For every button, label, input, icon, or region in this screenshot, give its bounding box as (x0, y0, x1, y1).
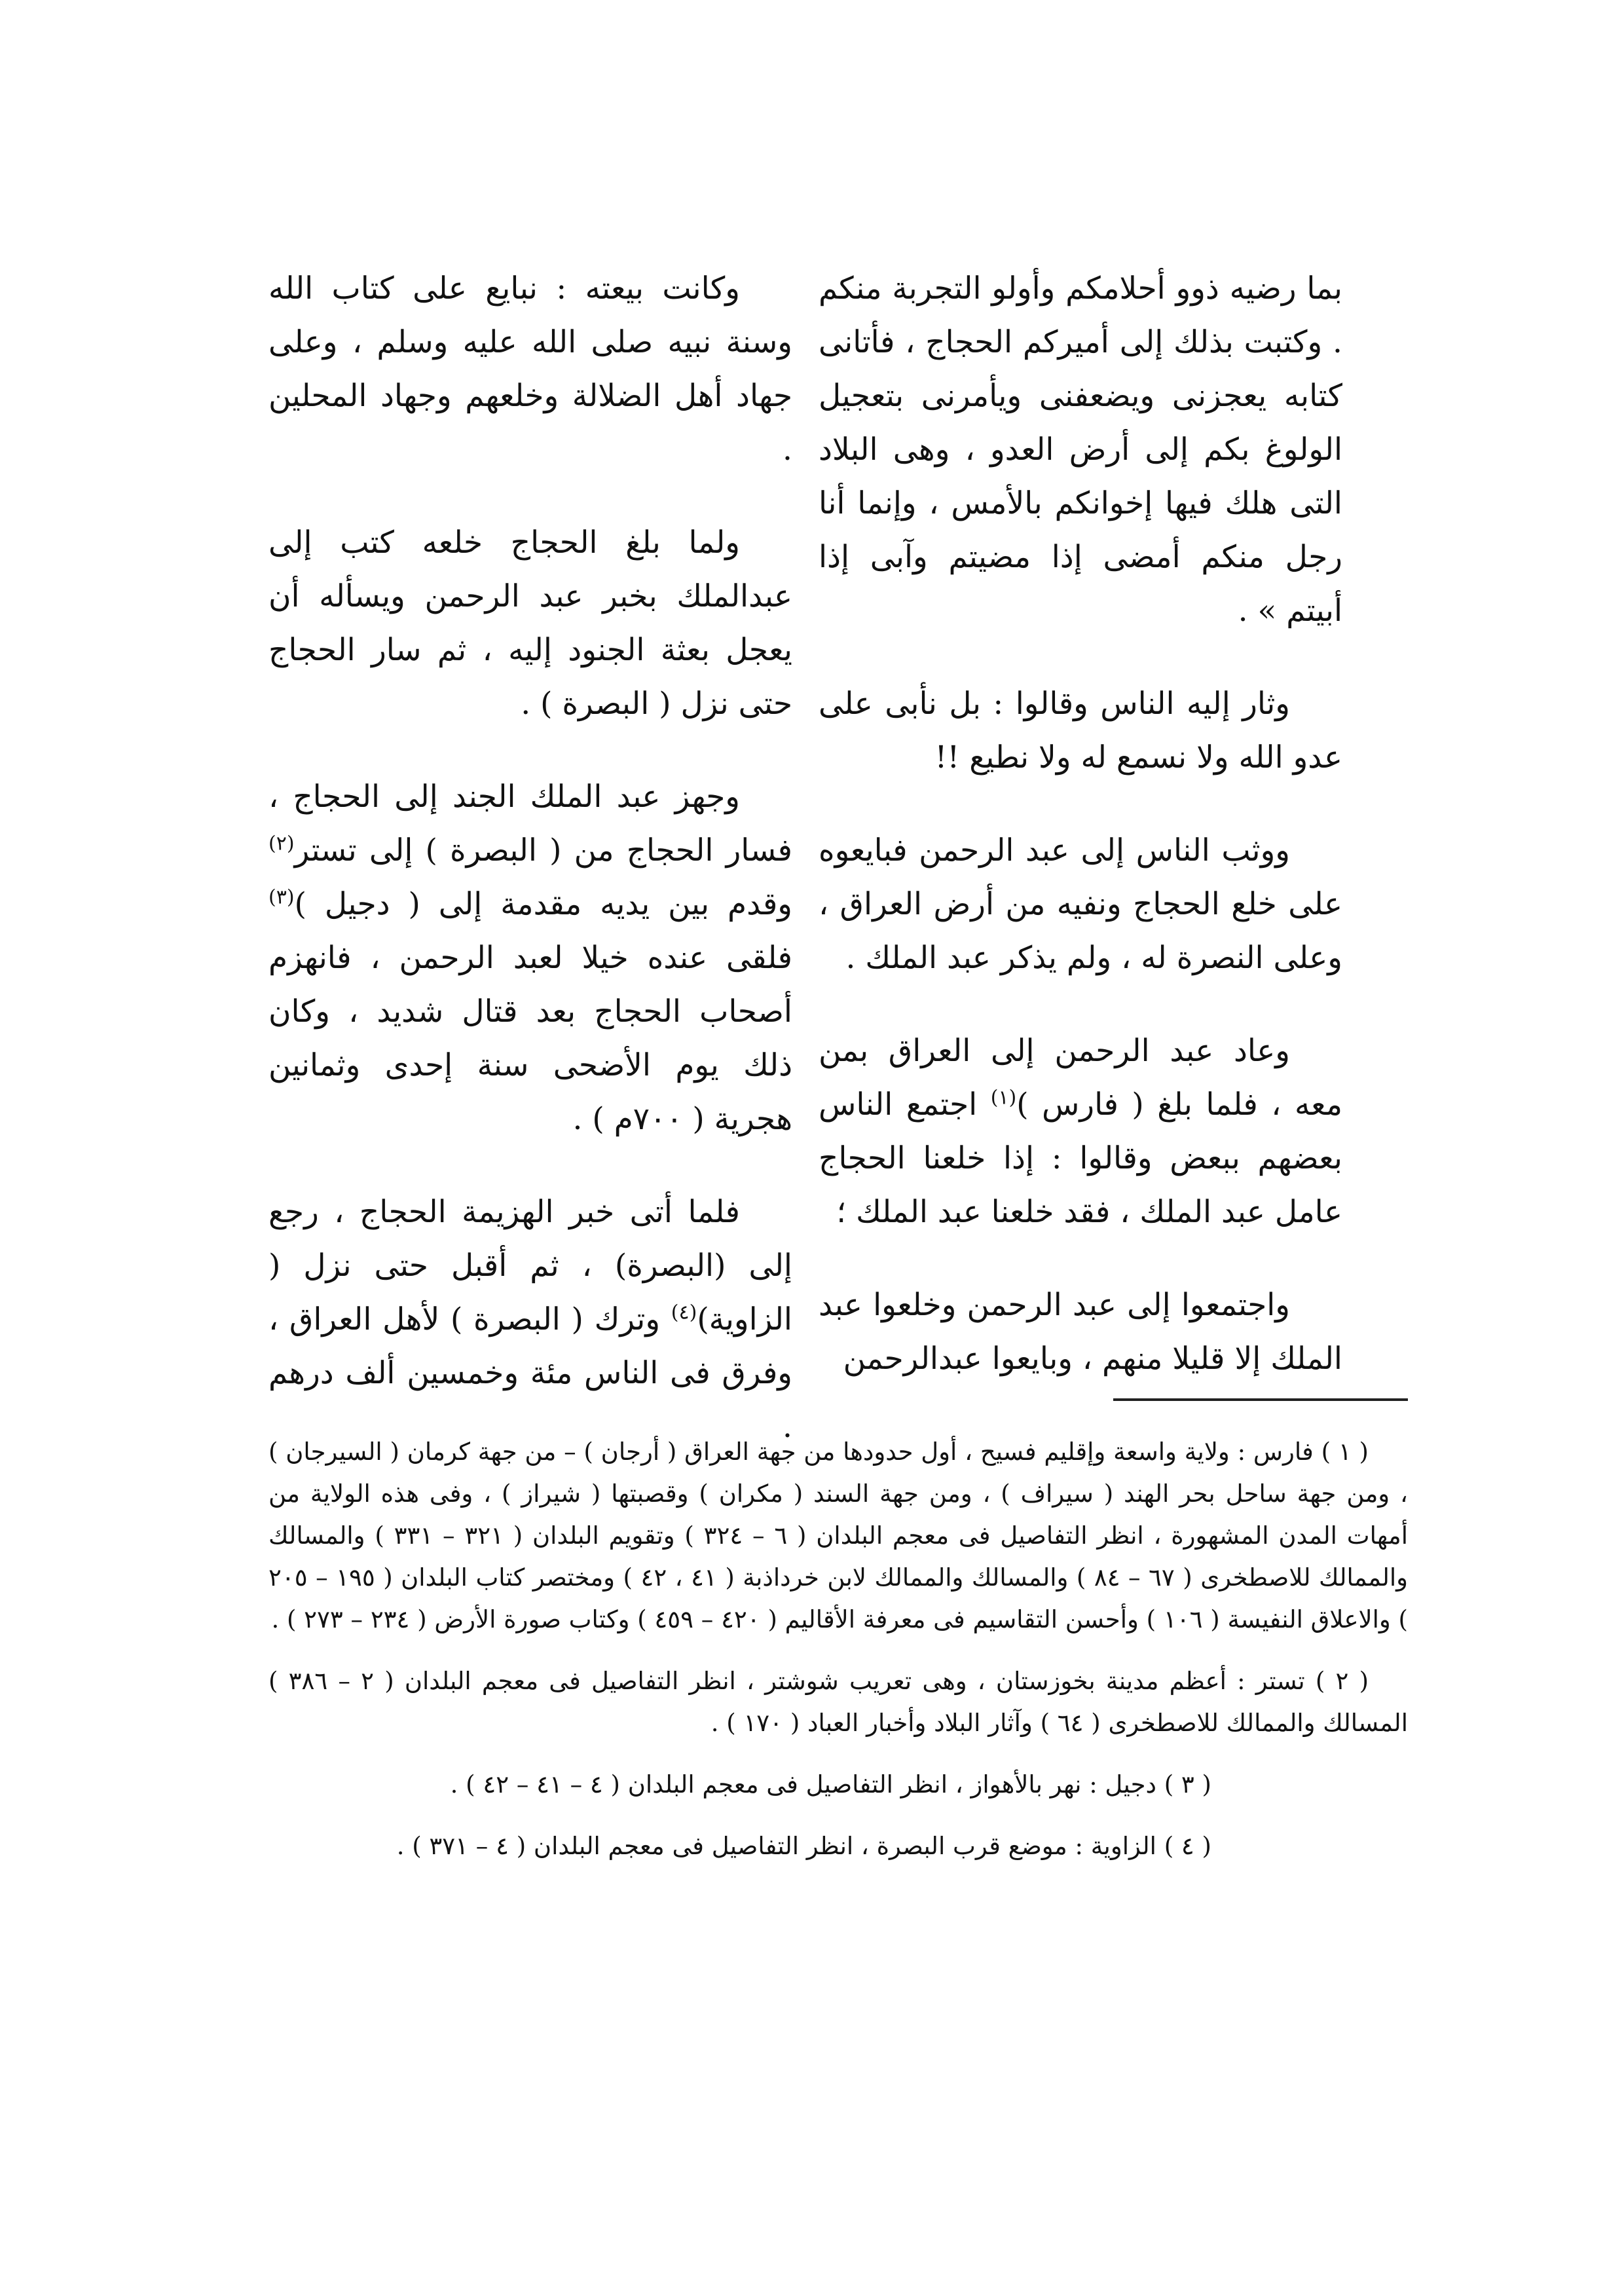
footnote-ref-1: (١) (990, 1086, 1017, 1110)
paragraph: واجتمعوا إلى عبد الرحمن وخلعوا عبد الملك إلا قليلا منهم ، وبايعوا عبدالرحمن (819, 1287, 1342, 1377)
footnote-ref-2: (٢) (268, 832, 295, 855)
paragraph-text: وقدم بين يديه مقدمة إلى ( دجيل ) (294, 886, 792, 922)
paragraph-text: وجهز عبد الملك الجند إلى الحجاج ، فسار الحجاج من ( البصرة ) إلى تستر (268, 779, 792, 868)
paragraph (268, 1185, 792, 1454)
footnote-3: ( ٣ ) دجيل : نهر بالأهواز ، انظر التفاصيل فى معجم البلدان ( ٤ – ٤١ – ٤٢ ) . (450, 1770, 1211, 1799)
footnote-2: ( ٢ ) تستر : أعظم مدينة بخوزستان ، وهى تعريب شوشتر ، انظر التفاصيل فى معجم البلدان ( ٢ – ٣٨٦ ) المسالك والممالك للاصطخرى ( ٦٤ ) وآثار البلاد وأخبار العباد ( ١٧٠ ) . (268, 1667, 1408, 1737)
paragraph-text: اجتمع الناس بعضهم ببعض وقالوا : إذا خلعنا الحجاج عامل عبد الملك ، فقد خلعنا عبد الملك ؛ (819, 1087, 1342, 1230)
paragraph: بما رضيه ذوو أحلامكم وأولو التجربة منكم . وكتبت بذلك إلى أميركم الحجاج ، فأتانى كتابه يعجزنى ويضعفنى ويأمرنى بتعجيل الولوغ بكم إلى أرض العدو ، وهى البلاد التى هلك فيها إخوانكم بالأمس ، وإنما أنا رجل منكم أمضى إذا مضيتم وآبى إذا أبيتم » . (819, 271, 1342, 629)
footnote-separator (1113, 1398, 1408, 1401)
right-column (819, 262, 1342, 1425)
paragraph-text: وترك ( البصرة ) لأهل العراق ، وفرق فى الناس مئة وخمسين ألف درهم . (268, 1301, 792, 1445)
left-column (268, 262, 792, 1493)
paragraph-text: فلما أتى خبر الهزيمة الحجاج ، رجع إلى (البصرة) ، ثم أقبل حتى نزل ( الزاوية) (268, 1194, 792, 1337)
paragraph: وكانت بيعته : نبايع على كتاب الله وسنة نبيه صلى الله عليه وسلم ، وعلى جهاد أهل الضلالة وخلعهم وجهاد المحلين . (268, 271, 792, 468)
paragraph (819, 1024, 1342, 1239)
paragraph-text: وعاد عبد الرحمن إلى العراق بمن معه ، فلما بلغ ( فارس ) (819, 1033, 1342, 1123)
paragraph: ووثب الناس إلى عبد الرحمن فبايعوه على خلع الحجاج ونفيه من أرض العراق ، وعلى النصرة له ، ولم يذكر عبد الملك . (819, 832, 1342, 976)
footnote-1: ( ١ ) فارس : ولاية واسعة وإقليم فسيح ، أول حدودها من جهة العراق ( أرجان ) – من جهة كرمان ( السيرجان ) ، ومن جهة ساحل بحر الهند ( سيراف ) ، ومن جهة السند ( مكران ) وقصبتها ( شيراز ) ، وفى هذه الولاية من أمهات المدن المشهورة ، انظر التفاصيل فى معجم البلدان ( ٦ – ٣٢٤ ) وتقويم البلدان ( ٣٢١ – ٣٣١ ) والمسالك والممالك للاصطخرى ( ٦٧ – ٨٤ ) والمسالك والممالك لابن خرداذبة ( ٤١ ، ٤٢ ) ومختصر كتاب البلدان ( ١٩٥ – ٢٠٥ ) والاعلاق النفيسة ( ١٠٦ ) وأحسن التقاسيم فى معرفة الأقاليم ( ٤٢٠ – ٤٥٩ ) وكتاب صورة الأرض ( ٢٣٤ – ٢٧٣ ) . (268, 1438, 1408, 1633)
footnote-4: ( ٤ ) الزاوية : موضع قرب البصرة ، انظر التفاصيل فى معجم البلدان ( ٤ – ٣٧١ ) . (396, 1832, 1211, 1860)
footnote-ref-4: (٤) (671, 1301, 697, 1324)
paragraph: وثار إليه الناس وقالوا : بل نأبى على عدو الله ولا نسمع له ولا نطيع !! (819, 686, 1342, 775)
footnote-ref-3: (٣) (268, 886, 295, 909)
footnotes (268, 1431, 1408, 1887)
paragraph: ولما بلغ الحجاج خلعه كتب إلى عبدالملك بخبر عبد الرحمن ويسأله أن يعجل بعثة الجنود إليه ، ثم سار الحجاج حتى نزل ( البصرة ) . (268, 525, 792, 722)
paragraph-text: فلقى عنده خيلا لعبد الرحمن ، فانهزم أصحاب الحجاج بعد قتال شديد ، وكان ذلك يوم الأضحى سنة إحدى وثمانين هجرية ( ٧٠٠م ) . (268, 940, 792, 1137)
paragraph (268, 770, 792, 1146)
